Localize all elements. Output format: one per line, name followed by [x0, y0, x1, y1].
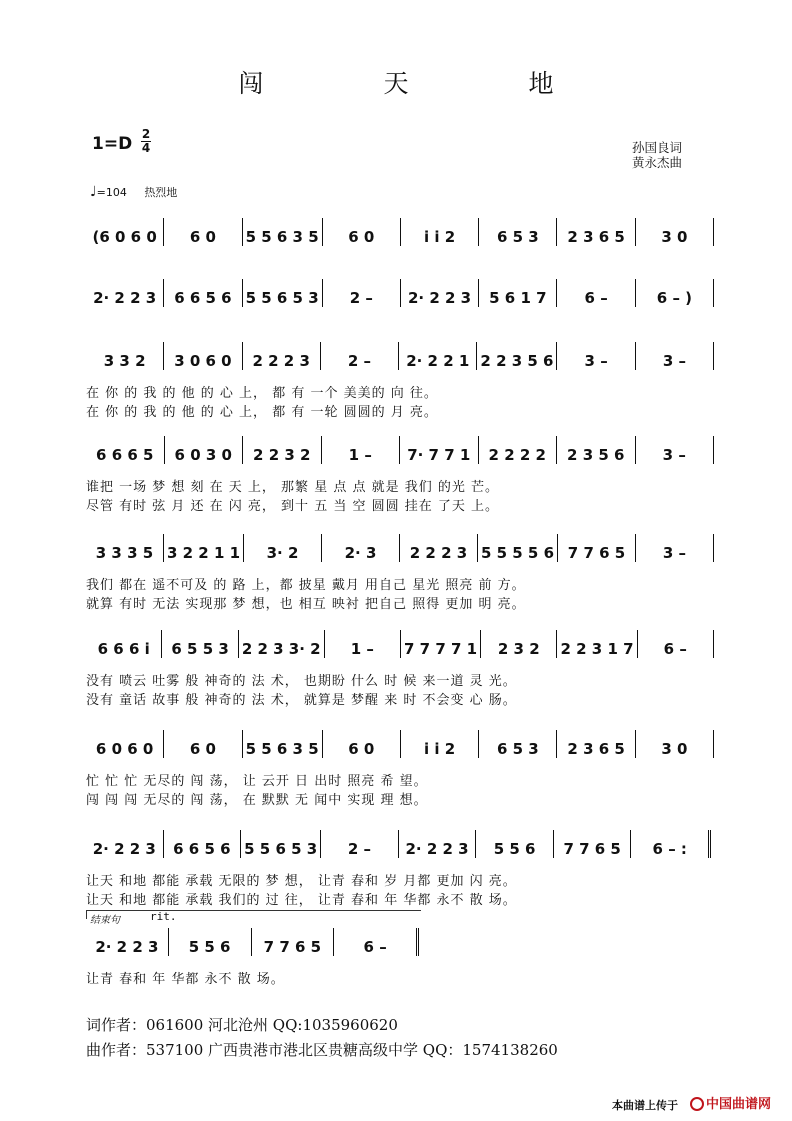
- measure: [557, 734, 634, 758]
- lyric-line: 闯 闯 闯 无尽的 闯 荡， 在 默默 无 闻中 实现 理 想。: [86, 793, 428, 808]
- measure-notes: 2 –: [347, 840, 372, 858]
- barline: [713, 279, 714, 307]
- lyric-line: 让青 春和 年 华都 永不 散 场。: [86, 972, 285, 987]
- measure-notes: 2 –: [349, 289, 373, 307]
- measure: [86, 634, 161, 658]
- measure: [243, 440, 321, 464]
- barline: [713, 730, 714, 758]
- measure: [86, 538, 163, 562]
- song-title: 闯 天 地: [238, 69, 610, 98]
- measure-notes: 6 5 3: [496, 228, 539, 246]
- measure-notes: 3 0 6 0: [174, 352, 232, 370]
- ending-bracket: [86, 910, 421, 919]
- measure-notes: 3 –: [662, 446, 686, 464]
- measure-notes: 3 0: [661, 740, 688, 758]
- measure: [399, 834, 476, 858]
- measure-notes: 3 3 3 5: [95, 544, 154, 562]
- time-signature-bottom: 4: [141, 141, 151, 155]
- measure-notes: 2· 3: [344, 544, 377, 562]
- measure: [479, 440, 557, 464]
- measure-notes: 6 5 5 3: [171, 640, 229, 658]
- measure: [322, 440, 400, 464]
- key-signature: 1=D: [92, 134, 133, 154]
- measure: [244, 538, 321, 562]
- measure-notes: 5 5 6 3 5: [245, 228, 319, 246]
- barline: [416, 928, 422, 956]
- measure-notes: 3 –: [662, 352, 686, 370]
- logo-text: 中国曲谱网: [706, 1097, 772, 1112]
- composer-info: 曲作者：537100 广西贵港市港北区贵糖高级中学 QQ：1574138260: [86, 1041, 558, 1059]
- measure: [557, 634, 636, 658]
- measure: [636, 538, 713, 562]
- measure-notes: 6 6 6 5: [96, 446, 154, 464]
- measure-notes: 5 5 6: [188, 938, 231, 956]
- measure-notes: 5 5 5 5 6: [480, 544, 555, 562]
- measure: [325, 634, 400, 658]
- lyric-line: 就算 有时 无法 实现那 梦 想，也 相互 映衬 把自己 照得 更加 明 亮。: [86, 597, 526, 612]
- measure-notes: 2 2 3 1 7: [560, 640, 634, 658]
- measure: [638, 634, 713, 658]
- measure: [557, 346, 634, 370]
- measure: [557, 283, 634, 307]
- lyric-line: 没有 童话 故事 般 神奇的 法 术， 就算是 梦醒 来 时 不会变 心 肠。: [86, 693, 517, 708]
- measure-notes: 2· 2 2 3: [405, 840, 469, 858]
- measure: [636, 440, 714, 464]
- lyric-line: 在 你 的 我 的 他 的 心 上， 都 有 一轮 圆圆的 月 亮。: [86, 405, 438, 420]
- measure-notes: 3 –: [584, 352, 608, 370]
- measure: [631, 834, 708, 858]
- lyricist-credit: 孙国良词: [632, 140, 683, 155]
- measure-notes: 7· 7 7 1: [407, 446, 471, 464]
- measure-notes: 3 3 2: [103, 352, 146, 370]
- site-logo[interactable]: [690, 1093, 771, 1112]
- measure: [241, 834, 320, 858]
- notation-line: [86, 932, 422, 956]
- measure-notes: 5 5 6 5 3: [244, 840, 318, 858]
- tempo-bpm: =104: [96, 186, 127, 199]
- measure: [321, 834, 398, 858]
- lyric-line: 我们 都在 遥不可及 的 路 上，都 披星 戴月 用自己 星光 照亮 前 方。: [86, 578, 526, 593]
- measure-notes: 5 6 1 7: [489, 289, 547, 307]
- measure: [334, 932, 416, 956]
- measure: [479, 222, 556, 246]
- measure: [558, 538, 635, 562]
- measure: [557, 440, 635, 464]
- measure-notes: 2 3 6 5: [567, 228, 625, 246]
- notation-line: [86, 734, 714, 758]
- measure-notes: 7 7 6 5: [567, 544, 626, 562]
- notation-line: [86, 283, 714, 307]
- measure-notes: 2 –: [347, 352, 372, 370]
- measure: [554, 834, 631, 858]
- measure-notes: 6 0: [348, 228, 375, 246]
- measure-notes: 2 2 2 3: [252, 352, 310, 370]
- measure-notes: 6 – :: [652, 840, 687, 858]
- ritardando-marking: rit.: [150, 910, 177, 923]
- measure: [86, 346, 163, 370]
- measure-notes: 2 3 5 6: [567, 446, 625, 464]
- measure: [323, 222, 400, 246]
- barline: [713, 218, 714, 246]
- lyricist-info: 词作者：061600 河北沧州 QQ:1035960620: [86, 1016, 398, 1034]
- measure: [401, 734, 478, 758]
- measure: [321, 346, 398, 370]
- measure: [86, 440, 164, 464]
- measure-notes: 2· 2 2 1: [406, 352, 470, 370]
- measure-notes: 6 – ): [656, 289, 693, 307]
- measure: [323, 734, 400, 758]
- measure-notes: 6 0: [348, 740, 375, 758]
- measure-notes: 2 3 2: [497, 640, 540, 658]
- measure-notes: 6 5 3: [496, 740, 539, 758]
- measure-notes: 2 3 6 5: [567, 740, 625, 758]
- measure: [243, 346, 320, 370]
- barline: [713, 534, 714, 562]
- measure-notes: 6 0 3 0: [174, 446, 232, 464]
- measure: [401, 283, 478, 307]
- notation-line: [86, 834, 714, 858]
- barline: [713, 436, 714, 464]
- measure: [243, 222, 322, 246]
- measure: [322, 538, 399, 562]
- measure-notes: 2 2 3 2: [253, 446, 311, 464]
- lyric-line: 谁把 一场 梦 想 刻 在 天 上， 那繁 星 点 点 就是 我们 的光 芒。: [86, 480, 499, 495]
- measure: [164, 283, 241, 307]
- notation-line: [86, 346, 714, 370]
- measure-notes: 2 2 2 3: [409, 544, 468, 562]
- measure: [636, 222, 713, 246]
- measure-notes: 1 –: [348, 446, 372, 464]
- measure: [477, 346, 556, 370]
- measure-notes: 2 2 2 2: [488, 446, 546, 464]
- ending-label: 结束句: [90, 915, 120, 926]
- time-signature: [141, 128, 151, 155]
- measure-notes: i i 2: [423, 740, 456, 758]
- notation-line: [86, 634, 714, 658]
- measure: [400, 538, 477, 562]
- quarter-note-icon: ♩: [90, 184, 97, 200]
- lyric-line: 尽管 有时 弦 月 还 在 闪 亮， 到十 五 当 空 圆圆 挂在 了天 上。: [86, 499, 499, 514]
- measure-notes: i i 2: [423, 228, 456, 246]
- notation-line: [86, 440, 714, 464]
- barline: [713, 342, 714, 370]
- time-signature-top: 2: [141, 127, 151, 141]
- upload-note: 本曲谱上传于: [612, 1099, 678, 1112]
- measure: [636, 283, 713, 307]
- logo-icon: [690, 1097, 704, 1111]
- measure: [86, 734, 163, 758]
- lyric-line: 忙 忙 忙 无尽的 闯 荡， 让 云开 日 出时 照亮 希 望。: [86, 774, 428, 789]
- measure-notes: 5 5 6: [493, 840, 536, 858]
- measure: [164, 538, 243, 562]
- measure: [164, 222, 241, 246]
- measure-notes: 2 2 3 3· 2: [241, 640, 321, 658]
- measure-notes: 3· 2: [266, 544, 299, 562]
- measure-notes: 1 –: [350, 640, 374, 658]
- measure: [164, 734, 241, 758]
- lyric-line: 让天 和地 都能 承载 我们的 过 往， 让青 春和 年 华都 永不 散 场。: [86, 893, 517, 908]
- measure-notes: 2· 2 2 3: [95, 938, 159, 956]
- notation-line: [86, 538, 714, 562]
- measure: [164, 834, 241, 858]
- measure-notes: 3 0: [661, 228, 688, 246]
- measure: [476, 834, 553, 858]
- lyric-line: 让天 和地 都能 承载 无限的 梦 想， 让青 春和 岁 月都 更加 闪 亮。: [86, 874, 517, 889]
- measure: [164, 346, 241, 370]
- measure: [481, 634, 556, 658]
- measure: [399, 346, 476, 370]
- measure: [252, 932, 334, 956]
- measure-notes: 7 7 6 5: [563, 840, 621, 858]
- measure: [169, 932, 251, 956]
- measure: [479, 734, 556, 758]
- barline: [713, 630, 714, 658]
- measure: [636, 346, 713, 370]
- measure: [165, 440, 243, 464]
- measure: [636, 734, 713, 758]
- measure-notes: 6 –: [663, 640, 687, 658]
- barline: [708, 830, 714, 858]
- measure-notes: 6 6 5 6: [174, 289, 232, 307]
- measure: [478, 538, 557, 562]
- measure: [323, 283, 400, 307]
- measure-notes: 6 0: [189, 228, 216, 246]
- measure-notes: 5 5 6 5 3: [245, 289, 319, 307]
- measure-notes: (6 0 6 0: [92, 228, 157, 246]
- measure: [86, 932, 168, 956]
- measure-notes: 7 7 6 5: [263, 938, 322, 956]
- tempo-expression: 热烈地: [144, 186, 178, 199]
- measure: [162, 634, 237, 658]
- measure: [86, 283, 163, 307]
- measure: [243, 283, 322, 307]
- lyric-line: 在 你 的 我 的 他 的 心 上， 都 有 一个 美美的 向 往。: [86, 386, 438, 401]
- measure: [557, 222, 634, 246]
- notation-line: [86, 222, 714, 246]
- measure: [86, 222, 163, 246]
- measure-notes: 6 6 5 6: [173, 840, 231, 858]
- measure-notes: 5 5 6 3 5: [245, 740, 319, 758]
- measure: [479, 283, 556, 307]
- measure: [400, 440, 478, 464]
- measure: [401, 634, 480, 658]
- measure-notes: 6 –: [363, 938, 387, 956]
- measure-notes: 7 7 7 7 1: [404, 640, 478, 658]
- measure-notes: 2· 2 2 3: [408, 289, 472, 307]
- measure-notes: 2 2 3 5 6: [480, 352, 554, 370]
- measure: [239, 634, 324, 658]
- measure: [86, 834, 163, 858]
- measure-notes: 3 –: [662, 544, 687, 562]
- lyric-line: 没有 喷云 吐雾 般 神奇的 法 术， 也期盼 什么 时 候 来一道 灵 光。: [86, 674, 517, 689]
- measure-notes: 3 2 2 1 1: [166, 544, 241, 562]
- measure-notes: 6 0 6 0: [95, 740, 154, 758]
- measure-notes: 2· 2 2 3: [93, 289, 157, 307]
- measure-notes: 6 0: [189, 740, 216, 758]
- measure: [401, 222, 478, 246]
- composer-credit: 黄永杰曲: [632, 155, 683, 170]
- measure-notes: 6 6 6 i: [97, 640, 150, 658]
- measure: [243, 734, 322, 758]
- tempo-marking: [90, 184, 177, 200]
- measure-notes: 2· 2 2 3: [92, 840, 156, 858]
- measure-notes: 6 –: [584, 289, 608, 307]
